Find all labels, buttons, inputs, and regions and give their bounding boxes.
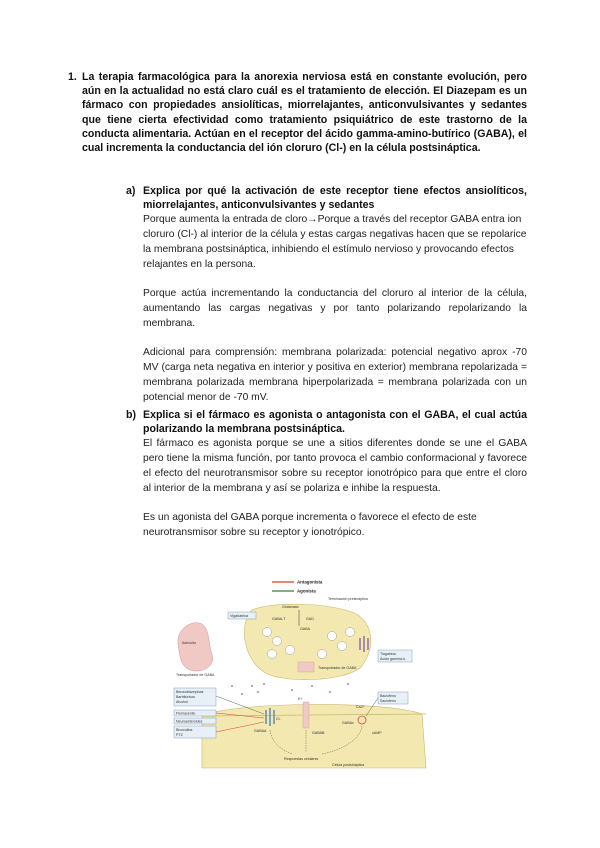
postsinaptica-label: Célula postsináptica — [332, 763, 365, 767]
ptz-label: PTZ — [176, 733, 183, 737]
ca-label: Ca2+ — [356, 705, 365, 709]
synapse-diagram — [172, 574, 442, 770]
astrocito-label: Astrocito — [182, 641, 196, 645]
part-a-letter: a) — [126, 185, 136, 197]
part-b-letter: b) — [126, 409, 136, 421]
legend-antagonist: Antagonista — [297, 579, 323, 585]
legend-agonist: Agonista — [297, 588, 316, 594]
part-a-answer-2: Porque actúa incrementando la conductancia del cloruro al interior de la célula, aumentando las cargas negativas y por tanto polarizando repolarizando la membrana. — [143, 288, 527, 330]
terminacion-label: Terminación presináptica — [328, 597, 368, 601]
k-label: K+ — [298, 697, 303, 701]
gaba-label: GABA — [300, 627, 310, 631]
alcohol-label: Alcohol — [176, 700, 188, 704]
cl-label: Cl- — [276, 717, 281, 721]
respuestas-label: Respuestas celulares — [284, 757, 319, 761]
saclofeno-label: Saclofeno — [380, 699, 396, 703]
benzo-label: Benzodiazepinas — [176, 690, 204, 694]
astrocyte-cell — [178, 623, 213, 671]
flumazenilo-label: Flumazenilo — [176, 711, 196, 716]
part-b-answer-2: Es un agonista del GABA porque incrementa o favorece el efecto de este neurotransmisor sobre su receptor y ionotrópico. — [143, 512, 477, 539]
presynaptic-transporter — [298, 662, 314, 672]
part-b — [126, 408, 527, 540]
gaba-b-channel — [303, 702, 309, 728]
part-a-answer-1: Porque aumenta la entrada de cloro→Porque a través del receptor GABA entra ion cloruro (Cl-) al interior de la célula y estas cargas negativas hacen que se repolarice la membrana postsináptica, inhibiendo el estímulo nervioso y provocando efectos relajantes en la persona. — [143, 214, 527, 271]
part-a-title: Explica por qué la activación de este receptor tiene efectos ansiolíticos, miorrelajantes, anticonvulsivantes y sedantes — [143, 185, 527, 212]
barbit-label: Barbitúricos — [176, 695, 195, 699]
bicuculina-label: Bicuculina — [176, 728, 193, 732]
gabat-label: GABA-T — [272, 617, 286, 621]
gaba-a-label: GABAA — [254, 729, 267, 733]
pre-transporter-label: Transportador de GABA — [318, 666, 357, 670]
part-b-title: Explica si el fármaco es agonista o antagonista con el GABA, el cual actúa polarizando la membrana postsináptica. — [143, 409, 527, 436]
part-b-answer-1: El fármaco es agonista porque se une a sitios diferentes donde se une el GABA pero tiene la misma función, por tanto provoca el cambio conformacional y favorece el efecto del neurotransmisor sobre su receptor ionotrópico para que entre el cloro al interior de la membrana y así se polariza e inhibe la respuesta. — [143, 438, 527, 495]
gaba-molecules — [231, 683, 349, 695]
part-a-answer-3: Adicional para comprensión: membrana polarizada: potencial negativo aprox -70 MV (carga neta negativa en interior y positiva en exterior) membrana repolarizada = membrana polarizada membrana hiperpolarizada = membrana polarizada con un potencial menor de -70 mV. — [143, 347, 527, 404]
camp-label: cAMP — [372, 731, 382, 735]
gaba-b-label: GABAB — [312, 731, 325, 735]
acido-gamma-label: Ácido gamma-h. — [380, 657, 407, 661]
gad-label: GAD — [306, 617, 314, 621]
question-number: 1. — [68, 71, 77, 83]
part-a — [126, 184, 527, 405]
glutamato-label: Glutamato — [282, 605, 299, 609]
gaba-synapse-figure — [172, 574, 442, 770]
gaba-c-label: GABAc — [342, 721, 354, 725]
neuroesteroides-label: Neuroesteroides — [176, 719, 203, 724]
baclofeno-label: Baclofeno — [380, 694, 396, 698]
question-1 — [68, 70, 527, 155]
question-text: La terapia farmacológica para la anorexia nerviosa está en constante evolución, pero aún en la actualidad no está claro cuál es el tratamiento de elección. El Diazepam es un fármaco con propiedades ansiolíticas, miorrelajantes, anticonvulsivantes y sedantes que tiene cierta efectividad como tratamiento psiquiátrico de este trastorno de la conducta alimentaria. Actúan en el receptor del ácido gamma-amino-butírico (GABA), el cual incrementa la conductancia del ión cloruro (Cl-) en la célula postsináptica. — [82, 71, 527, 155]
glia-transporter-label: Transportador de GABA — [176, 673, 215, 677]
tiagabina-label: Tiagabina — [380, 652, 396, 656]
vigabatrina-label: Vigabatrina — [230, 614, 249, 618]
